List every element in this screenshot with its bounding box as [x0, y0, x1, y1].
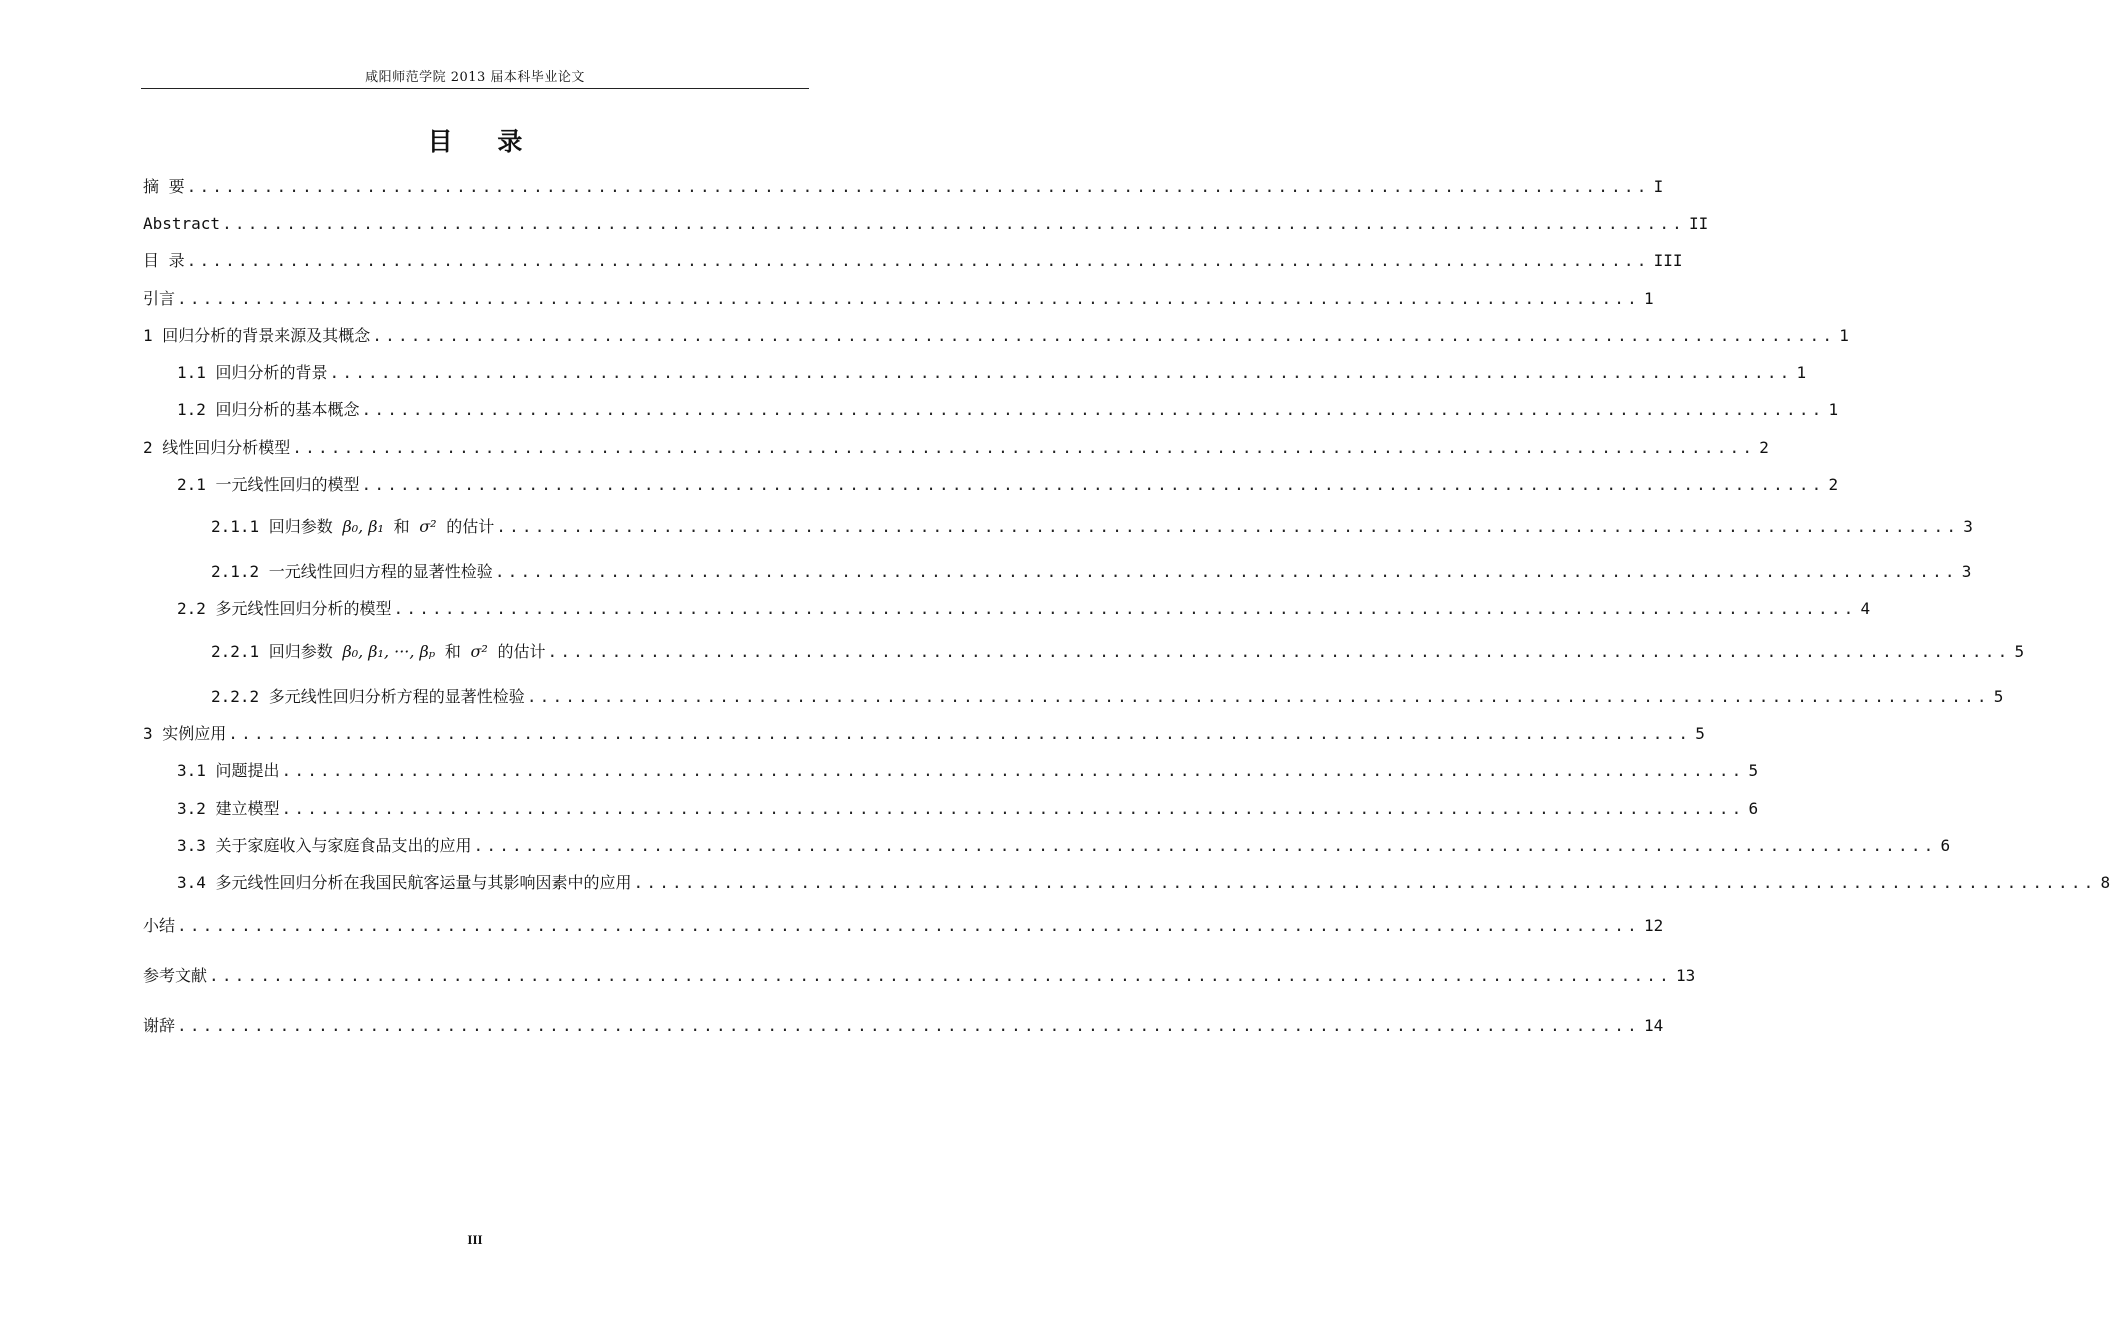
toc-leader-dots: ..................................................................................................................	[361, 475, 1825, 494]
math-formula-beta: β₀, β₁	[342, 517, 384, 536]
toc-page-number: 1	[1643, 289, 1654, 308]
toc-page-number: 5	[2014, 642, 2025, 661]
toc-leader-dots: ..................................................................................................................	[372, 326, 1836, 345]
toc-leader-dots: ..................................................................................................................	[186, 177, 1650, 196]
toc-page-number: 3	[1961, 562, 1972, 581]
toc-entry-section-2-2-2[interactable]	[0, 681, 2004, 707]
toc-entry-label: 2.1 一元线性回归的模型	[177, 475, 360, 494]
toc-entry-label: 谢辞	[143, 1016, 176, 1035]
toc-leader-dots: ..................................................................................................................	[547, 642, 2011, 661]
toc-leader-dots: ..................................................................................................................	[177, 916, 1640, 935]
toc-leader-dots: ..................................................................................................................	[177, 1016, 1640, 1035]
toc-leader-dots: ..................................................................................................................	[473, 836, 1937, 855]
toc-entry-label: 1.2 回归分析的基本概念	[177, 400, 360, 419]
toc-page-number: 4	[1860, 599, 1871, 618]
toc-entry-section-3-1[interactable]	[0, 755, 1759, 781]
toc-page-number: 2	[1828, 475, 1839, 494]
toc-entry-label: 目 录	[143, 251, 185, 270]
toc-leader-dots: ..................................................................................................................	[393, 599, 1857, 618]
toc-page-number: I	[1653, 177, 1664, 196]
toc-page-number: 5	[1695, 724, 1705, 743]
toc-page-number: 13	[1675, 966, 1696, 985]
toc-entry-label	[211, 642, 545, 662]
toc-leader-dots: ..................................................................................................................	[494, 562, 1958, 581]
toc-leader-dots: ..................................................................................................................	[186, 251, 1650, 270]
toc-page-number: 12	[1643, 916, 1664, 935]
toc-entry-label-prefix: 2.2.1 回归参数	[211, 642, 343, 661]
toc-leader-dots: ..................................................................................................................	[209, 966, 1672, 985]
toc-entry-section-2-1-1[interactable]	[0, 511, 1973, 537]
math-formula-beta: β₀, β₁, ···, βₚ	[342, 642, 436, 661]
toc-entry-label: 参考文献	[143, 966, 208, 985]
toc-leader-dots: ..................................................................................................................	[228, 724, 1692, 743]
toc-entry-chapter-2[interactable]	[0, 432, 1769, 458]
toc-entry-introduction[interactable]	[0, 283, 1654, 309]
toc-page-number: 2	[1759, 438, 1769, 457]
toc-entry-label-suffix: 的估计	[497, 642, 546, 661]
toc-entry-label: 3 实例应用	[143, 724, 227, 743]
toc-title: 目 录	[427, 127, 541, 156]
toc-leader-dots: ..................................................................................................................	[281, 761, 1745, 780]
math-formula-sigma: σ²	[419, 517, 437, 536]
toc-entry-label-conjunction: 和	[444, 642, 461, 661]
toc-page-number: III	[1653, 251, 1683, 270]
toc-entry-section-3-3[interactable]	[0, 830, 1951, 856]
toc-entry-summary[interactable]	[0, 910, 1664, 936]
toc-page-number: 14	[1643, 1016, 1664, 1035]
toc-entry-label: 2.2.2 多元线性回归分析方程的显著性检验	[211, 687, 525, 706]
page-number: III	[467, 1232, 483, 1247]
header-rule	[141, 88, 809, 89]
toc-page-number: 6	[1940, 836, 1951, 855]
toc-entry-acknowledgements[interactable]	[0, 1010, 1664, 1036]
toc-entry-contents[interactable]	[0, 245, 1683, 271]
toc-leader-dots: ..................................................................................................................	[496, 517, 1960, 536]
toc-leader-dots: ..................................................................................................................	[177, 289, 1640, 308]
toc-entry-label: 小结	[143, 916, 176, 935]
toc-entry-label-suffix: 的估计	[446, 517, 495, 536]
toc-page-number: 1	[1828, 400, 1839, 419]
page-header: 咸阳师范学院 2013 届本科毕业论文	[365, 70, 585, 85]
toc-entry-label: 2.1.2 一元线性回归方程的显著性检验	[211, 562, 493, 581]
toc-page-number: 1	[1796, 363, 1807, 382]
toc-page-number: 8	[2100, 873, 2110, 892]
toc-entry-label: 1.1 回归分析的背景	[177, 363, 328, 382]
toc-page-number: 3	[1963, 517, 1973, 536]
toc-entry-section-1-1[interactable]	[0, 357, 1807, 383]
toc-entry-section-2-2-1[interactable]	[0, 636, 2025, 662]
math-formula-sigma: σ²	[470, 642, 488, 661]
toc-entry-chapter-3[interactable]	[0, 718, 1705, 744]
toc-entry-section-2-1[interactable]	[0, 469, 1839, 495]
toc-entry-section-2-2[interactable]	[0, 593, 1871, 619]
toc-entry-label: Abstract	[143, 214, 221, 233]
toc-page-number: 6	[1748, 799, 1759, 818]
toc-entry-label	[211, 517, 494, 537]
toc-entry-label: 3.1 问题提出	[177, 761, 280, 780]
toc-entry-label: 1 回归分析的背景来源及其概念	[143, 326, 371, 345]
toc-page-number: II	[1689, 214, 1709, 233]
toc-entry-label: 3.3 关于家庭收入与家庭食品支出的应用	[177, 836, 472, 855]
toc-entry-label: 3.2 建立模型	[177, 799, 280, 818]
toc-entry-abstract-en[interactable]	[0, 208, 1709, 234]
toc-entry-chapter-1[interactable]	[0, 320, 1849, 346]
toc-leader-dots: ..................................................................................................................	[329, 363, 1793, 382]
toc-entry-section-1-2[interactable]	[0, 394, 1839, 420]
toc-page-number: 5	[1748, 761, 1759, 780]
toc-entry-label-prefix: 2.1.1 回归参数	[211, 517, 343, 536]
toc-entry-label: 3.4 多元线性回归分析在我国民航客运量与其影响因素中的应用	[177, 873, 632, 892]
toc-entry-label: 2.2 多元线性回归分析的模型	[177, 599, 392, 618]
toc-entry-section-3-4[interactable]	[0, 867, 2110, 893]
toc-leader-dots: ..................................................................................................................	[292, 438, 1756, 457]
toc-entry-label: 2 线性回归分析模型	[143, 438, 291, 457]
toc-leader-dots: ..................................................................................................................	[281, 799, 1745, 818]
toc-entry-label-conjunction: 和	[393, 517, 410, 536]
toc-entry-label: 引言	[143, 289, 176, 308]
toc-leader-dots: ..................................................................................................................	[222, 214, 1686, 233]
toc-entry-section-3-2[interactable]	[0, 793, 1759, 819]
toc-entry-references[interactable]	[0, 960, 1696, 986]
toc-leader-dots: ..................................................................................................................	[526, 687, 1990, 706]
toc-entry-label: 摘 要	[143, 177, 185, 196]
toc-page-number: 1	[1839, 326, 1849, 345]
toc-leader-dots: ..................................................................................................................	[361, 400, 1825, 419]
toc-leader-dots: ..................................................................................................................	[633, 873, 2097, 892]
toc-entry-abstract-cn[interactable]	[0, 171, 1664, 197]
toc-entry-section-2-1-2[interactable]	[0, 556, 1972, 582]
toc-page-number: 5	[1993, 687, 2004, 706]
